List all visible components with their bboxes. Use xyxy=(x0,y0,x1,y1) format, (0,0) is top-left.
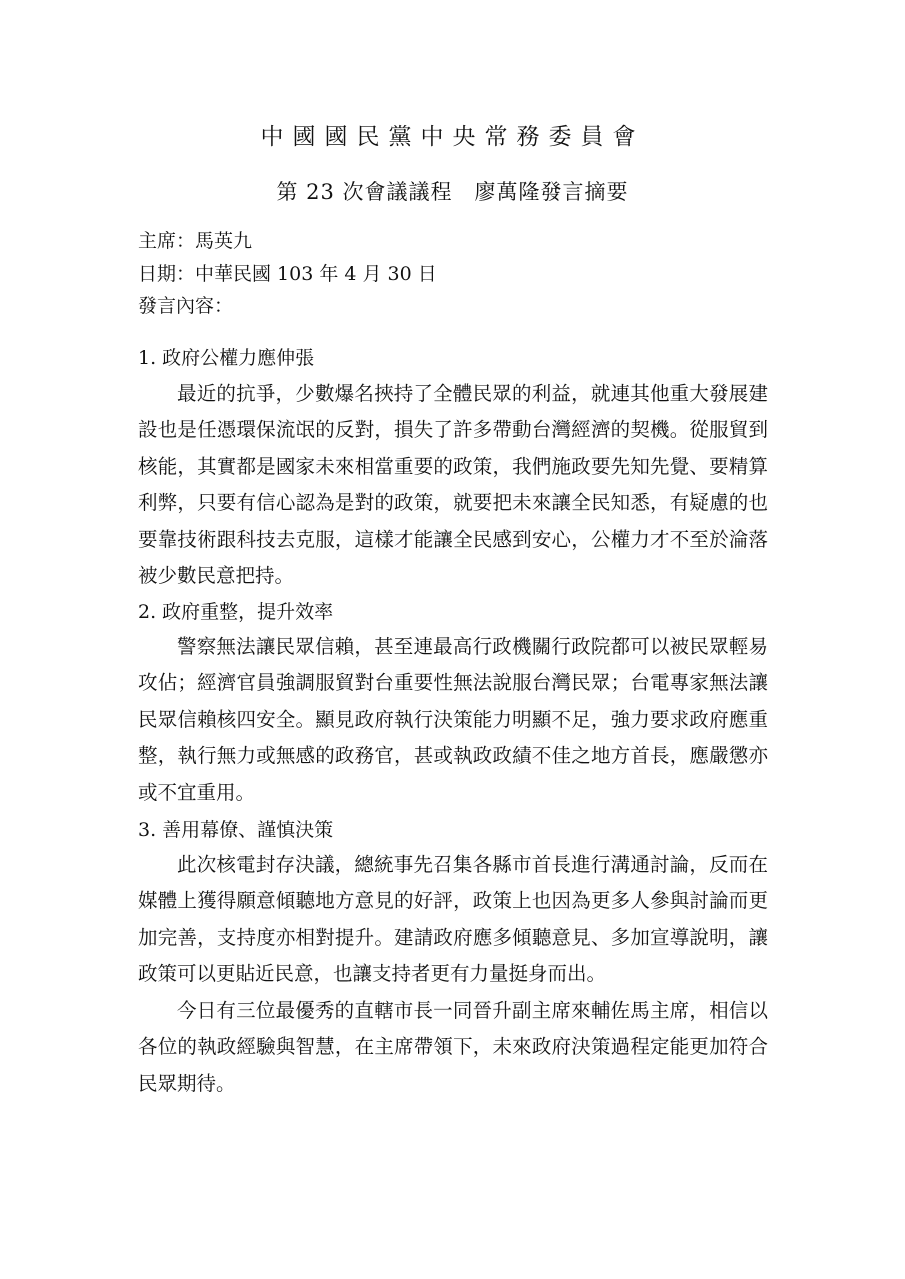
section-2-heading: 2. 政府重整，提升效率 xyxy=(138,601,334,623)
date-line: 日期：中華民國 103 年 4 月 30 日 xyxy=(138,263,437,285)
section-3-heading: 3. 善用幕僚、謹慎決策 xyxy=(138,819,334,841)
section-3-paragraph-1: 此次核電封存決議，總統事先召集各縣市首長進行溝通討論，反而在媒體上獲得願意傾聽地方意見的好評，政策上也因為更多人參與討論而更加完善，支持度亦相對提升。建請政府應多傾聽意見、多加宣導說明，讓政策可以更貼近民意，也讓支持者更有力量挺身而出。 xyxy=(138,853,768,986)
chair-line: 主席：馬英九 xyxy=(138,230,253,252)
section-1-paragraph-1: 最近的抗爭，少數爆名挾持了全體民眾的利益，就連其他重大發展建設也是任憑環保流氓的反對，損失了許多帶動台灣經濟的契機。從服貿到核能，其實都是國家未來相當重要的政策，我們施政要先知先覺、要精算利弊，只要有信心認為是對的政策，就要把未來讓全民知悉，有疑慮的也要靠技術跟科技去克服，這樣才能讓全民感到安心，公權力才不至於淪落被少數民意把持。 xyxy=(138,382,768,588)
document-title: 中國國民黨中央常務委員會 xyxy=(260,124,645,150)
section-1-heading: 1. 政府公權力應伸張 xyxy=(138,347,315,369)
content-label: 發言內容： xyxy=(138,295,234,317)
section-2-paragraph-1: 警察無法讓民眾信賴，甚至連最高行政機關行政院都可以被民眾輕易攻佔；經濟官員強調服貿對台重要性無法說服台灣民眾；台電專家無法讓民眾信賴核四安全。顯見政府執行決策能力明顯不足，強力要求政府應重整，執行無力或無感的政務官，甚或執政政績不佳之地方首長，應嚴懲亦或不宜重用。 xyxy=(138,635,768,804)
section-3-paragraph-2: 今日有三位最優秀的直轄市長一同晉升副主席來輔佐馬主席，相信以各位的執政經驗與智慧，在主席帶領下，未來政府決策過程定能更加符合民眾期待。 xyxy=(138,999,768,1095)
document-subtitle: 第 23 次會議議程 廖萬隆發言摘要 xyxy=(276,180,629,204)
